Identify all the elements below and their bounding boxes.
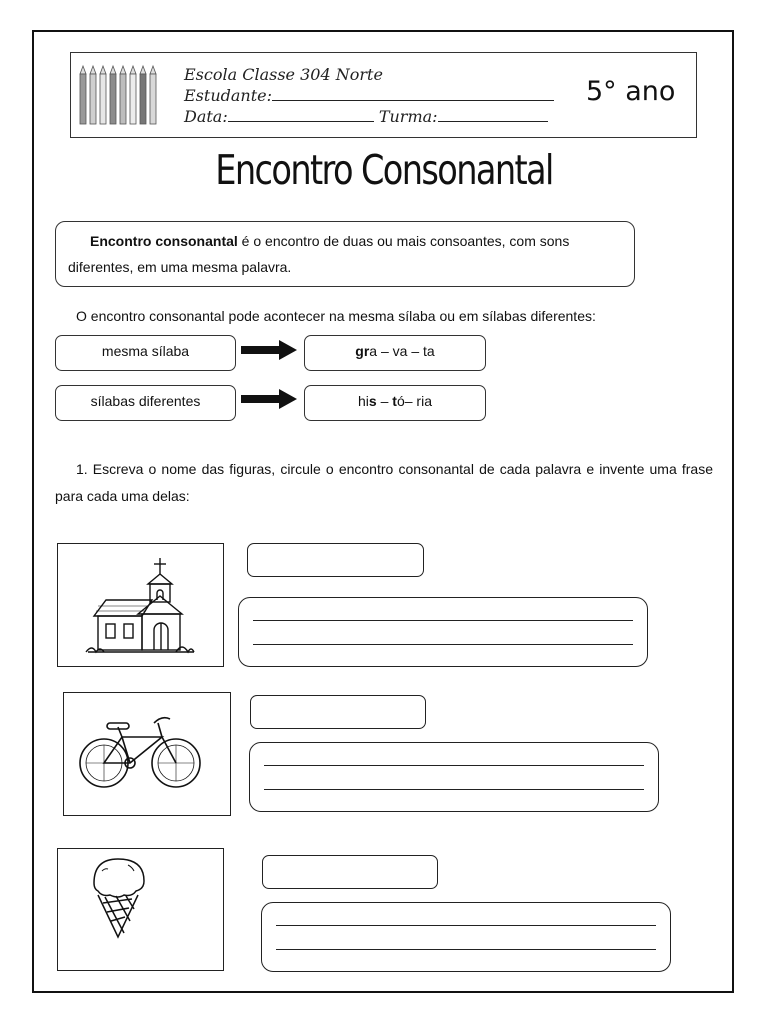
definition-term: Encontro consonantal [90, 233, 238, 249]
ice-cream-icon [58, 849, 222, 969]
class-label: Turma: [378, 107, 438, 126]
word-answer-box-3[interactable] [262, 855, 438, 889]
header-fields [184, 64, 554, 127]
bicycle-icon [64, 693, 229, 814]
student-field[interactable] [272, 86, 554, 101]
date-label: Data: [184, 107, 228, 126]
answer-line [253, 620, 633, 621]
arrow-right-icon [241, 340, 297, 360]
page-title: Encontro Consonantal [215, 146, 553, 194]
church-icon [58, 544, 222, 665]
grade-label: 5° ano [586, 76, 676, 107]
answer-line [253, 644, 633, 645]
figure-frame-1 [57, 543, 224, 667]
class-field[interactable] [438, 107, 548, 122]
exercise-instruction: 1. Escreva o nome das figuras, circule o encontro consonantal de cada palavra e invente uma frase para cada uma delas: [55, 461, 713, 504]
definition-box [55, 221, 635, 287]
word-answer-box-2[interactable] [250, 695, 426, 729]
example-label-different-syllables: sílabas diferentes [55, 385, 236, 421]
student-label: Estudante: [184, 86, 272, 105]
colored-pencils-icon [78, 64, 168, 126]
answer-line [276, 925, 656, 926]
intro-text: O encontro consonantal pode acontecer na mesma sílaba ou em sílabas diferentes: [76, 308, 596, 324]
sentence-answer-box-2[interactable] [249, 742, 659, 812]
figure-frame-3 [57, 848, 224, 971]
date-field[interactable] [228, 107, 374, 122]
example-label-same-syllable: mesma sílaba [55, 335, 236, 371]
sentence-answer-box-1[interactable] [238, 597, 648, 667]
arrow-right-icon [241, 389, 297, 409]
answer-line [264, 789, 644, 790]
example-word-same-syllable: gra – va – ta [304, 335, 486, 371]
figure-frame-2 [63, 692, 231, 816]
school-name: Escola Classe 304 Norte [184, 65, 383, 84]
answer-line [264, 765, 644, 766]
sentence-answer-box-3[interactable] [261, 902, 671, 972]
example-word-different-syllables: his – tó– ria [304, 385, 486, 421]
answer-line [276, 949, 656, 950]
word-answer-box-1[interactable] [247, 543, 424, 577]
definition-text-2: diferentes, em uma mesma palavra. [68, 259, 292, 275]
definition-text-1: é o encontro de duas ou mais consoantes, com sons [237, 233, 570, 249]
